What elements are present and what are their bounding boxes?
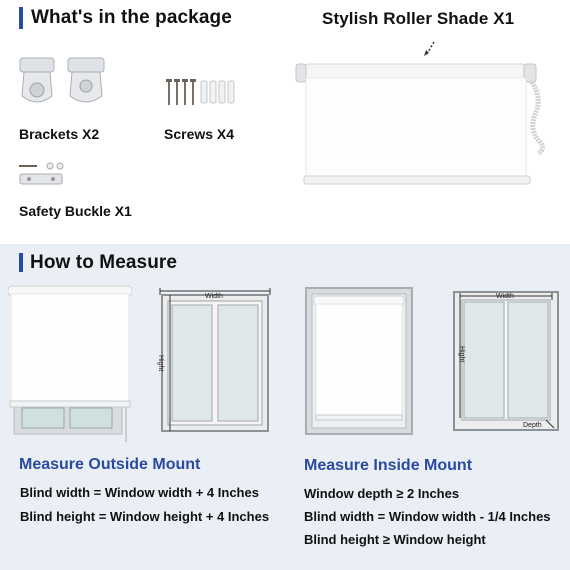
shade-title: Stylish Roller Shade X1	[322, 9, 515, 28]
brackets-label: Brackets X2	[19, 126, 100, 142]
inside-mount-heading: Measure Inside Mount	[304, 457, 473, 474]
roller-shade-image	[292, 38, 548, 194]
screws-label: Screws X4	[164, 126, 235, 142]
screws-image	[163, 78, 241, 108]
inside-line-width: Blind width = Window width - 1/4 Inches	[304, 509, 551, 524]
section-accent-bar	[19, 7, 23, 29]
buckle-label: Safety Buckle X1	[19, 203, 132, 219]
outside-mount-shade-image	[8, 284, 132, 442]
brackets-image	[16, 56, 108, 108]
inside-width-label: Width	[496, 293, 514, 300]
outside-mount-heading: Measure Outside Mount	[19, 456, 201, 473]
outside-width-label: Width	[205, 293, 223, 300]
inside-height-label: Hight	[458, 346, 465, 363]
inside-line-height: Blind height ≥ Window height	[304, 532, 486, 547]
inside-mount-window-diagram	[450, 286, 562, 434]
outside-height-label: Hight	[157, 355, 164, 372]
measure-title: How to Measure	[30, 252, 178, 273]
outside-mount-window-diagram	[158, 287, 272, 435]
package-title: What's in the package	[31, 7, 232, 28]
inside-mount-shade-image	[304, 286, 414, 436]
inside-depth-label: Depth	[523, 422, 542, 429]
outside-line-height: Blind height = Window height + 4 Inches	[20, 509, 270, 524]
outside-line-width: Blind width = Window width + 4 Inches	[20, 485, 259, 500]
inside-line-depth: Window depth ≥ 2 Inches	[304, 486, 460, 501]
measure-accent-bar	[19, 253, 23, 272]
safety-buckle-image	[17, 160, 69, 190]
